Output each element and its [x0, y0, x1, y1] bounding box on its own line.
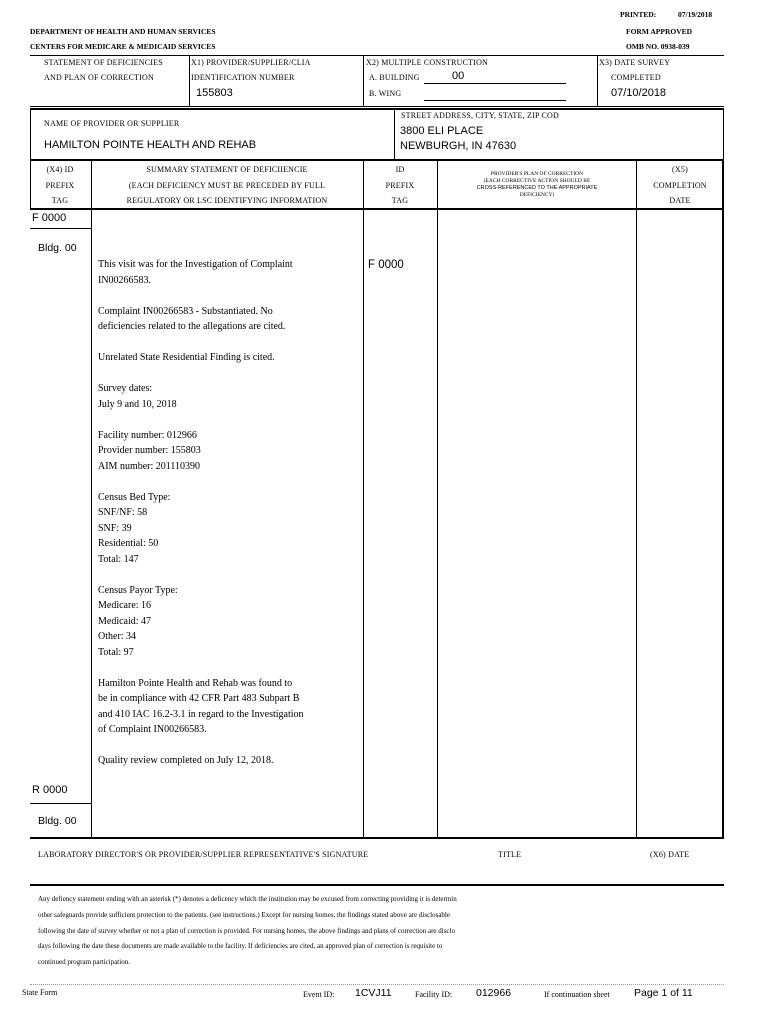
para-visit: This visit was for the Investigation of Complaint IN00266583.	[98, 259, 293, 286]
id-header-3: TAG	[391, 196, 409, 205]
id-header-1: ID	[395, 165, 405, 174]
summary-header-3: REGULATORY OR LSC IDENTIFYING INFORMATION	[126, 196, 328, 205]
provider-name: HAMILTON POINTE HEALTH AND REHAB	[44, 139, 257, 151]
tag-r0000: R 0000	[32, 784, 68, 796]
para-unrelated: Unrelated State Residential Finding is cited.	[98, 352, 275, 363]
plan-header-1: PROVIDER'S PLAN OF CORRECTION	[490, 171, 584, 177]
building-value: 00	[452, 70, 465, 82]
printed-label: PRINTED:	[620, 10, 657, 19]
statement-label-2: AND PLAN OF CORRECTION	[44, 73, 154, 82]
facility-id-value: 012966	[476, 987, 512, 999]
provider-id-value: 155803	[196, 87, 233, 99]
x5-header-3: DATE	[669, 196, 691, 205]
bldg-label-1: Bldg. 00	[38, 242, 77, 254]
para-compliance: Hamilton Pointe Health and Rehab was found to be in compliance with 42 CFR Part 483 Subpart B and 410 IAC 16.2-3.1 in regard to the Investigation of Complaint IN00266583.	[98, 677, 304, 735]
survey-date-value: 07/10/2018	[611, 87, 667, 99]
x3-label-1: X3) DATE SURVEY	[599, 58, 671, 67]
bldg-label-2: Bldg. 00	[38, 815, 77, 827]
x3-label-2: COMPLETED	[611, 73, 661, 82]
x1-label-1: X1) PROVIDER/SUPPLIER/CLIA	[191, 58, 311, 67]
provider-name-label: NAME OF PROVIDER OR SUPPLIER	[44, 119, 180, 128]
para-quality-review: Quality review completed on July 12, 2018.	[98, 755, 274, 766]
x4-header-3: TAG	[51, 196, 69, 205]
x4-header-1: (X4) ID	[46, 165, 74, 174]
centers-title: CENTERS FOR MEDICARE & MEDICAID SERVICES	[30, 42, 216, 51]
x4-header-2: PREFIX	[45, 181, 75, 190]
x5-header-2: COMPLETION	[653, 181, 707, 190]
plan-header-3: CROSS-REFERENCED TO THE APPROPRIATE	[476, 185, 598, 191]
continuation-label: If continuation sheet	[544, 990, 610, 999]
x1-label-2: IDENTIFICATION NUMBER	[191, 73, 295, 82]
page-number: Page 1 of 11	[634, 987, 693, 999]
tag-f0000-left: F 0000	[32, 212, 67, 224]
event-id-value: 1CVJ11	[355, 987, 392, 999]
state-form-label: State Form	[22, 988, 58, 997]
para-census-bed: Census Bed Type: SNF/NF: 58 SNF: 39 Residential: 50 Total: 147	[98, 491, 171, 565]
statement-label-1: STATEMENT OF DEFICIENCIES	[44, 58, 163, 67]
facility-id-label: Facility ID:	[415, 990, 453, 999]
omb-number: OMB NO. 0938-039	[626, 42, 690, 51]
para-survey-dates: Survey dates: July 9 and 10, 2018	[98, 383, 177, 410]
address-label: STREET ADDRESS, CITY, STATE, ZIP COD	[401, 111, 559, 120]
address-line-2: NEWBURGH, IN 47630	[400, 140, 517, 152]
department-title: DEPARTMENT OF HEALTH AND HUMAN SERVICES	[30, 27, 216, 36]
event-id-label: Event ID:	[303, 990, 335, 999]
plan-header-4: DEFICIENCY)	[519, 192, 555, 198]
form-approved: FORM APPROVED	[626, 27, 693, 36]
printed-date: 07/19/2018	[678, 10, 713, 19]
building-label: A. BUILDING	[369, 73, 420, 82]
id-header-2: PREFIX	[385, 181, 415, 190]
wing-label: B. WING	[369, 89, 402, 98]
disclaimer: Any defiency statement ending with an asterisk (*) denotes a deficency which the institution may be excused from correcting providing it is determin other safeguards provide sufficient protection to the patients. (see instructions.) Except for nursing homes, the findings stated above are disclosable following the date of survey whether or not a plan of correction is provided. For nursing homes, the above findings and plans of correction are disclo days following the date these documents are made available to the facility. If deficiencies are cited, an approved plan of correction is requisite to continued program participation.	[38, 895, 457, 967]
para-census-payor: Census Payor Type: Medicare: 16 Medicaid: 47 Other: 34 Total: 97	[98, 584, 178, 658]
address-line-1: 3800 ELI PLACE	[400, 125, 484, 137]
date-label: (X6) DATE	[650, 850, 690, 859]
x2-label: X2) MULTIPLE CONSTRUCTION	[366, 58, 489, 67]
para-facility: Facility number: 012966 Provider number: 155803 AIM number: 201110390	[98, 429, 201, 472]
signature-label: LABORATORY DIRECTOR'S OR PROVIDER/SUPPLIER REPRESENTATIVE'S SIGNATURE	[38, 850, 369, 859]
x5-header-1: (X5)	[672, 165, 688, 174]
plan-header-2: (EACH CORRECTIVE ACTION SHOULD BE	[483, 178, 591, 184]
title-label: TITLE	[498, 850, 522, 859]
summary-header-1: SUMMARY STATEMENT OF DEFICIIENCIE	[146, 165, 308, 174]
summary-body	[98, 257, 360, 769]
para-complaint: Complaint IN00266583 - Substantiated. No deficiencies related to the allegations are cited.	[98, 305, 286, 332]
summary-header-2: (EACH DEFICIENCY MUST BE PRECEDED BY FULL	[128, 181, 326, 190]
tag-f0000-right: F 0000	[368, 259, 404, 271]
